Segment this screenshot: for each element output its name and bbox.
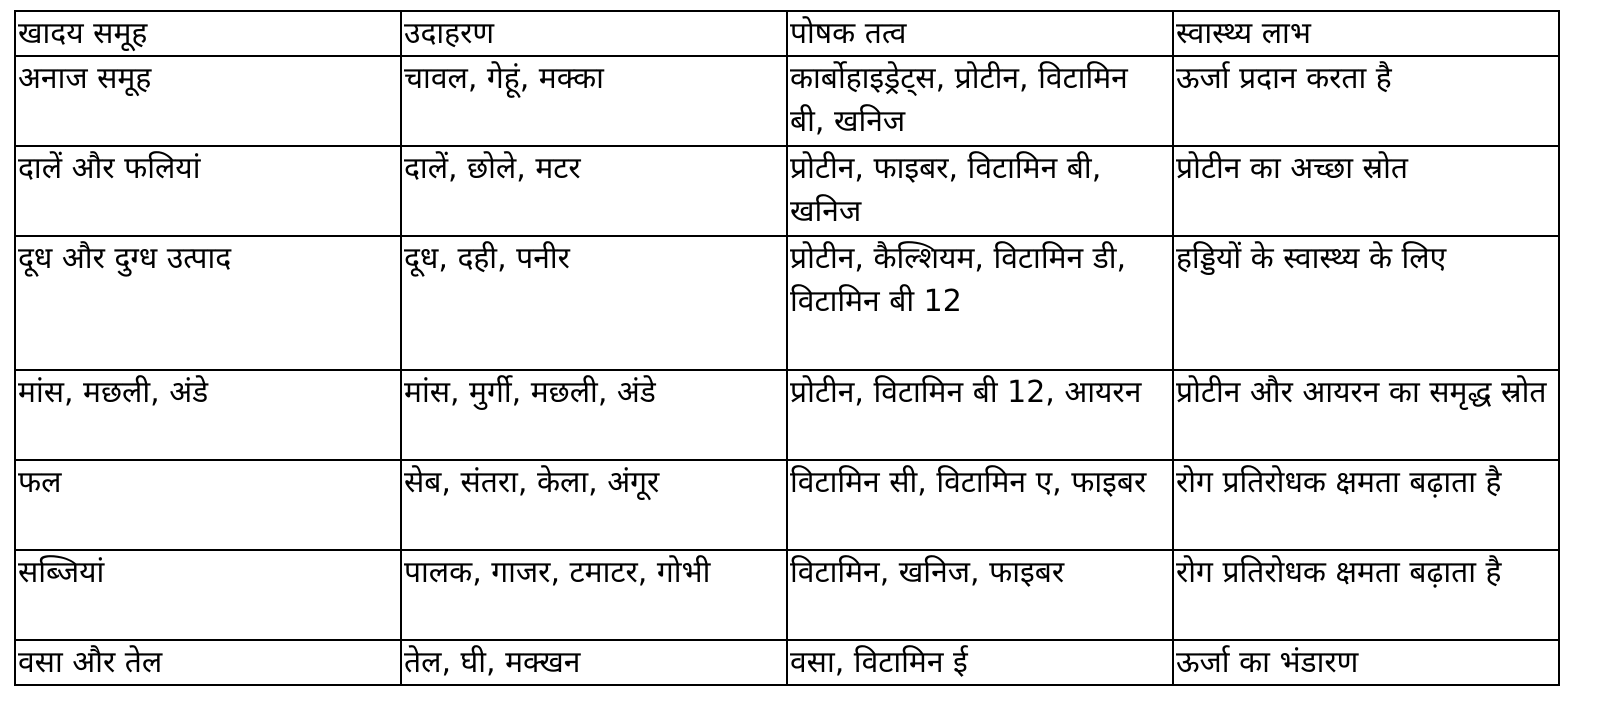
- cell-health-benefits: ऊर्जा का भंडारण: [1173, 640, 1559, 685]
- cell-health-benefits: प्रोटीन और आयरन का समृद्ध स्रोत: [1173, 370, 1559, 460]
- cell-food-group: फल: [15, 460, 401, 550]
- table-row: [15, 460, 1559, 550]
- cell-food-group: दालें और फलियां: [15, 146, 401, 236]
- cell-food-group: दूध और दुग्ध उत्पाद: [15, 236, 401, 370]
- cell-health-benefits: रोग प्रतिरोधक क्षमता बढ़ाता है: [1173, 460, 1559, 550]
- food-groups-table: [14, 10, 1560, 686]
- table-row: [15, 146, 1559, 236]
- header-cell-nutrients: पोषक तत्व: [787, 11, 1173, 56]
- cell-health-benefits: ऊर्जा प्रदान करता है: [1173, 56, 1559, 146]
- cell-nutrients: प्रोटीन, फाइबर, विटामिन बी, खनिज: [787, 146, 1173, 236]
- header-cell-examples: उदाहरण: [401, 11, 787, 56]
- cell-nutrients: प्रोटीन, कैल्शियम, विटामिन डी, विटामिन बी 12: [787, 236, 1173, 370]
- table-row: [15, 550, 1559, 640]
- cell-nutrients: विटामिन, खनिज, फाइबर: [787, 550, 1173, 640]
- cell-food-group: मांस, मछली, अंडे: [15, 370, 401, 460]
- header-cell-health-benefits: स्वास्थ्य लाभ: [1173, 11, 1559, 56]
- cell-health-benefits: हड्डियों के स्वास्थ्य के लिए: [1173, 236, 1559, 370]
- table-row: [15, 640, 1559, 685]
- cell-examples: दालें, छोले, मटर: [401, 146, 787, 236]
- cell-health-benefits: रोग प्रतिरोधक क्षमता बढ़ाता है: [1173, 550, 1559, 640]
- cell-examples: मांस, मुर्गी, मछली, अंडे: [401, 370, 787, 460]
- cell-examples: चावल, गेहूं, मक्का: [401, 56, 787, 146]
- cell-examples: दूध, दही, पनीर: [401, 236, 787, 370]
- cell-health-benefits: प्रोटीन का अच्छा स्रोत: [1173, 146, 1559, 236]
- table-header-row: [15, 11, 1559, 56]
- cell-food-group: अनाज समूह: [15, 56, 401, 146]
- cell-food-group: सब्जियां: [15, 550, 401, 640]
- cell-food-group: वसा और तेल: [15, 640, 401, 685]
- table-row: [15, 56, 1559, 146]
- cell-examples: तेल, घी, मक्खन: [401, 640, 787, 685]
- table-row: [15, 370, 1559, 460]
- cell-nutrients: कार्बोहाइड्रेट्स, प्रोटीन, विटामिन बी, खनिज: [787, 56, 1173, 146]
- cell-examples: सेब, संतरा, केला, अंगूर: [401, 460, 787, 550]
- table-row: [15, 236, 1559, 370]
- cell-nutrients: प्रोटीन, विटामिन बी 12, आयरन: [787, 370, 1173, 460]
- cell-nutrients: वसा, विटामिन ई: [787, 640, 1173, 685]
- cell-nutrients: विटामिन सी, विटामिन ए, फाइबर: [787, 460, 1173, 550]
- cell-examples: पालक, गाजर, टमाटर, गोभी: [401, 550, 787, 640]
- header-cell-food-group: खादय समूह: [15, 11, 401, 56]
